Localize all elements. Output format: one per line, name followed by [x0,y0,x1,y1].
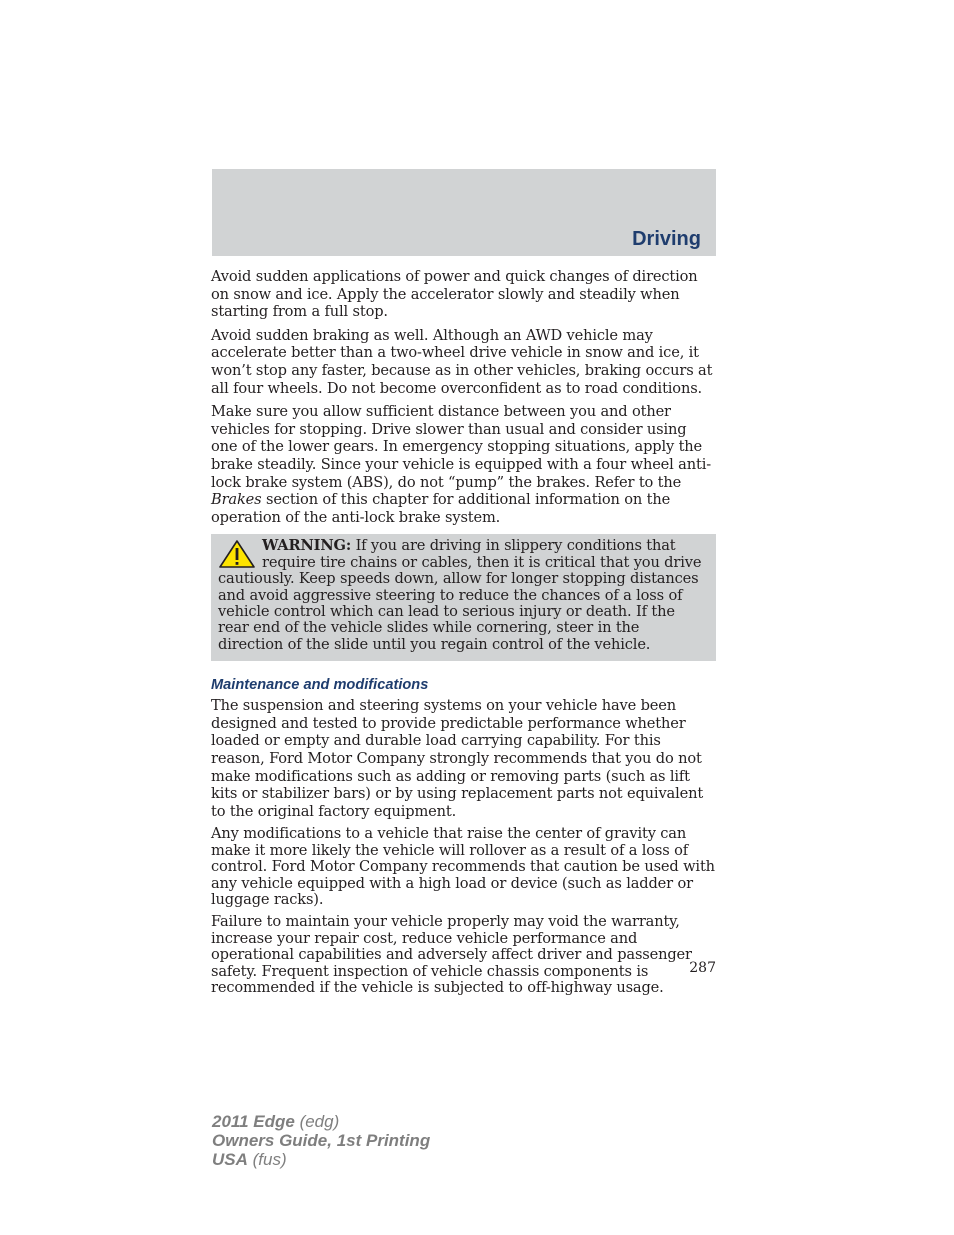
warning-body: If you are driving in slippery conditions that require tire chains or cables, then it is critical that you drive cautiously. Keep speeds down, allow for longer stopping distances and avoid aggressive steering to reduce the chances of a loss of vehicle control which can lead to serious injury or death. If the rear end of the vehicle slides while cornering, steer in the direction of the slide until you regain control of the vehicle. [218,537,702,653]
footer-line-market [212,1150,430,1169]
paragraph-suspension: The suspension and steering systems on your vehicle have been designed and tested to provide predictable performance whether loaded or empty and durable load carrying capability. For this reason, Ford Motor Company strongly recommends that you do not make modifications such as adding or removing parts (such as lift kits or stabilizer bars) or by using replacement parts not equivalent to the original factory equipment. [211,697,704,820]
page-content [211,268,716,1002]
footer-line-model [212,1112,430,1131]
page-number: 287 [689,960,716,976]
paragraph-abs [211,403,716,526]
chapter-title: Driving [632,228,701,250]
paragraph-maintenance: Failure to maintain your vehicle properly may void the warranty, increase your repair cost, reduce vehicle performance and operational capabilities and adversely affect driver and passenger safety. Frequent inspection of vehicle chassis components is recommended if the vehicle is subjected to off-highway usage. [211,913,692,996]
paragraph-center-of-gravity: Any modifications to a vehicle that raise the center of gravity can make it more likely the vehicle will rollover as a result of a loss of control. Ford Motor Company recommends that caution be used with any vehicle equipped with a high load or device (such as ladder or luggage racks). [211,825,715,908]
paragraph-power: Avoid sudden applications of power and quick changes of direction on snow and ice. Apply the accelerator slowly and steadily when starting from a full stop. [211,268,698,321]
chapter-header-band [212,169,716,256]
footer-guide: Owners Guide, 1st Printing [212,1131,431,1150]
warning-label: WARNING: [262,537,352,555]
warning-box [211,534,716,661]
abs-text-after: section of this chapter for additional information on the operation of the anti-lock brake system. [211,491,671,526]
warning-text [218,538,708,653]
warning-triangle-icon [218,539,256,569]
brakes-reference: Brakes [211,491,262,509]
document-footer [212,1112,430,1169]
paragraph-braking: Avoid sudden braking as well. Although an AWD vehicle may accelerate better than a two-wheel drive vehicle in snow and ice, it won’t stop any faster, because as in other vehicles, braking occurs at all four wheels. Do not become overconfident as to road conditions. [211,326,713,397]
footer-model: 2011 Edge [212,1112,295,1131]
section-heading: Maintenance and modifications [211,677,429,694]
footer-market-code: (fus) [247,1150,287,1169]
footer-market: USA [212,1150,248,1169]
abs-text-before: Make sure you allow sufficient distance between you and other vehicles for stopping. Drive slower than usual and consider using one of the lower gears. In emergency stopping situations, apply the brake steadily. Since your vehicle is equipped with a four wheel anti-lock brake system (ABS), do not “pump” the brakes. Refer to the [211,403,711,491]
footer-model-code: (edg) [294,1112,340,1131]
footer-line-guide [212,1131,430,1150]
